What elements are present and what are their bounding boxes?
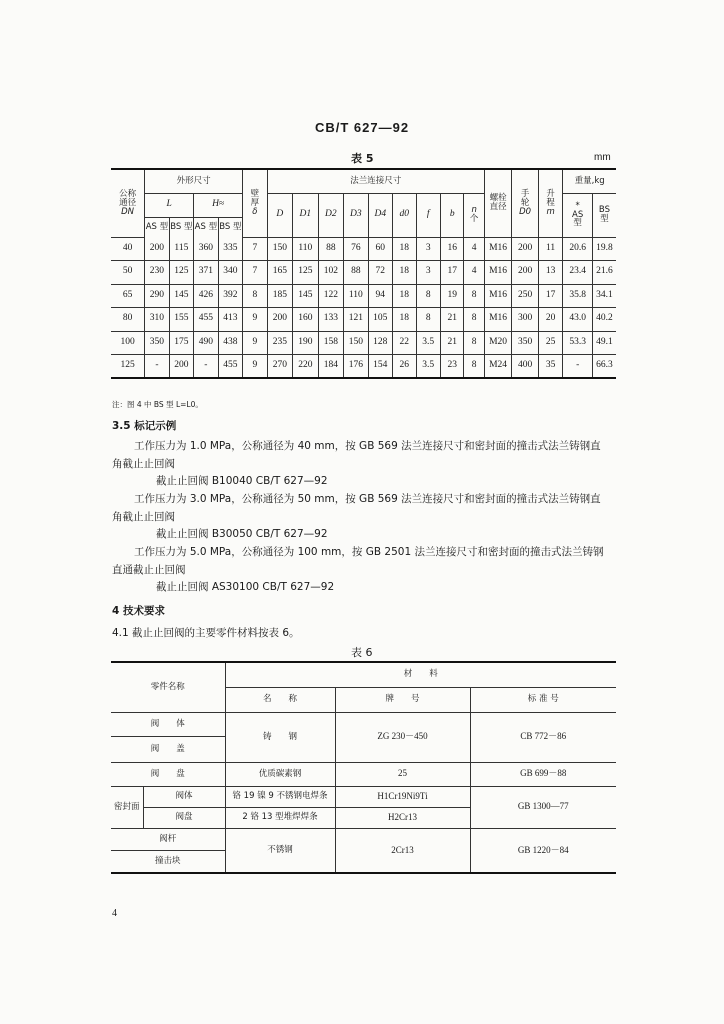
table-cell: 23 — [440, 355, 463, 379]
table-cell: M16 — [484, 261, 512, 285]
table-cell: 35 — [538, 355, 562, 379]
table-cell: 17 — [440, 261, 463, 285]
table-cell: 18 — [393, 237, 416, 261]
t6-header-name: 名 称 — [225, 687, 335, 712]
table-cell: - — [145, 355, 169, 379]
header-wheel-line1: 手 — [520, 188, 530, 199]
table-cell: 102 — [318, 261, 344, 285]
table-cell: 250 — [512, 284, 539, 308]
header-wheel-symbol: D0 — [519, 206, 532, 217]
table-cell: 133 — [318, 308, 344, 332]
table-cell: 40.2 — [592, 308, 616, 332]
table-cell: 455 — [218, 355, 242, 379]
header-lift-line2: 程 — [546, 197, 555, 208]
table-cell: 20 — [538, 308, 562, 332]
table-cell: 155 — [169, 308, 193, 332]
table-cell: 21.6 — [592, 261, 616, 285]
table-cell: 125 — [293, 261, 319, 285]
example1-line2: 角截止止回阀 — [112, 458, 175, 470]
t6-name-surfacing: 2 铬 13 型堆焊焊条 — [225, 807, 335, 828]
header-outline: 外形尺寸 — [145, 169, 243, 193]
header-weight-mark: * — [575, 200, 580, 211]
table-cell: 175 — [169, 331, 193, 355]
table-cell: 60 — [368, 237, 392, 261]
table-cell: 184 — [318, 355, 344, 379]
table5-body — [111, 237, 616, 378]
table-cell: 125 — [111, 355, 145, 379]
table-cell: 413 — [218, 308, 242, 332]
table-cell: M16 — [484, 284, 512, 308]
header-D4: D4 — [368, 193, 392, 237]
table-cell: 34.1 — [592, 284, 616, 308]
table-cell: 40 — [111, 237, 145, 261]
table-cell: 290 — [145, 284, 169, 308]
table-cell: 310 — [145, 308, 169, 332]
t6-grade-zg230: ZG 230－450 — [335, 712, 470, 762]
header-D2: D2 — [318, 193, 344, 237]
table-cell: 270 — [267, 355, 293, 379]
table-cell: 200 — [512, 237, 539, 261]
t6-part-bonnet: 阀 盖 — [111, 736, 225, 762]
table-cell: 80 — [111, 308, 145, 332]
table-cell: 23.4 — [563, 261, 593, 285]
t6-seal-group: 密封面 — [111, 786, 143, 828]
section-4-1-text: 4.1 截止止回阀的主要零件材料按表 6。 — [112, 627, 300, 639]
table-cell: 13 — [538, 261, 562, 285]
table-cell: 17 — [538, 284, 562, 308]
table-cell: 4 — [464, 237, 484, 261]
table-cell: 392 — [218, 284, 242, 308]
table-cell: 200 — [145, 237, 169, 261]
header-H-bs: BS 型 — [218, 217, 242, 237]
table-cell: 176 — [344, 355, 368, 379]
header-D3: D3 — [344, 193, 368, 237]
table-row — [111, 331, 616, 355]
header-weight: 重量,kg — [563, 169, 616, 193]
header-H: H≈ — [194, 193, 243, 217]
table-cell: 19.8 — [592, 237, 616, 261]
standard-code-header: CB/T 627—92 — [314, 120, 410, 135]
header-f: f — [416, 193, 440, 237]
table-cell: 230 — [145, 261, 169, 285]
header-thickness — [243, 169, 267, 237]
header-lift-symbol: m — [546, 206, 555, 217]
table-cell: 3.5 — [416, 331, 440, 355]
table-cell: 50 — [111, 261, 145, 285]
table-cell: 100 — [111, 331, 145, 355]
header-n — [464, 193, 484, 237]
table-cell: 125 — [169, 261, 193, 285]
header-n-unit: 个 — [469, 214, 479, 224]
table5 — [111, 168, 616, 379]
t6-std-gb699: GB 699－88 — [470, 762, 616, 786]
table-row — [111, 284, 616, 308]
t6-part-striker: 撞击块 — [111, 850, 225, 873]
example2-line2: 角截止止回阀 — [112, 511, 175, 523]
table-cell: 3.5 — [416, 355, 440, 379]
table-cell: 21 — [440, 308, 463, 332]
t6-header-material: 材 料 — [225, 662, 616, 687]
t6-header-grade: 牌 号 — [335, 687, 470, 712]
table-cell: 438 — [218, 331, 242, 355]
table-cell: 8 — [464, 308, 484, 332]
table-cell: 122 — [318, 284, 344, 308]
header-bolt-line1: 螺栓 — [489, 193, 507, 204]
table-row — [111, 308, 616, 332]
header-b: b — [440, 193, 463, 237]
table-cell: 200 — [512, 261, 539, 285]
header-bolt-line2: 直径 — [489, 202, 507, 213]
t6-name-electrode: 铬 19 镍 9 不锈钢电焊条 — [225, 786, 335, 807]
header-weight-as — [563, 193, 593, 237]
table-cell: 371 — [194, 261, 218, 285]
table-cell: 220 — [293, 355, 319, 379]
table-cell: 88 — [318, 237, 344, 261]
table-cell: 121 — [344, 308, 368, 332]
table-cell: 3 — [416, 237, 440, 261]
header-flange: 法兰连接尺寸 — [267, 169, 484, 193]
section-4-title: 4 技术要求 — [112, 605, 165, 617]
example1-line1: 工作压力为 1.0 MPa，公称通径为 40 mm，按 GB 569 法兰连接尺寸和密封面的撞击式法兰铸钢直 — [134, 440, 601, 452]
table-cell: 53.3 — [563, 331, 593, 355]
t6-std-cb772: CB 772－86 — [470, 712, 616, 762]
table-cell: 455 — [194, 308, 218, 332]
header-dn-symbol: DN — [121, 206, 135, 217]
t6-grade-h2cr13: H2Cr13 — [335, 807, 470, 828]
table-cell: 88 — [344, 261, 368, 285]
header-bolt — [484, 169, 512, 237]
table-cell: 426 — [194, 284, 218, 308]
header-weight-bs — [592, 193, 616, 237]
table-cell: 76 — [344, 237, 368, 261]
table-cell: 21 — [440, 331, 463, 355]
table-cell: 110 — [293, 237, 319, 261]
table-cell: 18 — [393, 284, 416, 308]
table-cell: 18 — [393, 308, 416, 332]
table-cell: 8 — [464, 355, 484, 379]
table-cell: 360 — [194, 237, 218, 261]
t6-part-disc: 阀 盘 — [111, 762, 225, 786]
header-delta: δ — [252, 206, 258, 217]
table-cell: 8 — [464, 284, 484, 308]
table-cell: 300 — [512, 308, 539, 332]
table-row — [111, 355, 616, 379]
table-cell: 160 — [293, 308, 319, 332]
table-cell: 110 — [344, 284, 368, 308]
table-cell: 25 — [538, 331, 562, 355]
example2-line1: 工作压力为 3.0 MPa，公称通径为 50 mm，按 GB 569 法兰连接尺寸和密封面的撞击式法兰铸钢直 — [134, 493, 601, 505]
header-d0: d0 — [393, 193, 416, 237]
header-L-as: AS 型 — [145, 217, 169, 237]
table-cell: 490 — [194, 331, 218, 355]
example3-line1: 工作压力为 5.0 MPa，公称通径为 100 mm，按 GB 2501 法兰连接尺寸和密封面的撞击式法兰铸钢 — [134, 546, 604, 558]
table-cell: 150 — [344, 331, 368, 355]
table-cell: - — [194, 355, 218, 379]
t6-seal-body: 阀体 — [143, 786, 225, 807]
t6-std-gb1220: GB 1220－84 — [470, 828, 616, 873]
header-wheel — [512, 169, 539, 237]
table6 — [111, 661, 616, 874]
table-cell: 190 — [293, 331, 319, 355]
t6-seal-disc: 阀盘 — [143, 807, 225, 828]
header-thickness-line1: 壁 — [250, 188, 260, 199]
table-row — [111, 237, 616, 261]
header-dn-line1: 公称 — [119, 188, 137, 199]
header-D: D — [267, 193, 293, 237]
header-dn — [111, 169, 145, 237]
header-weight-bs-line1: BS — [598, 205, 610, 216]
table-cell: M16 — [484, 237, 512, 261]
table-cell: M16 — [484, 308, 512, 332]
table-cell: - — [563, 355, 593, 379]
header-D1: D1 — [293, 193, 319, 237]
table-cell: 158 — [318, 331, 344, 355]
table-cell: 115 — [169, 237, 193, 261]
t6-grade-h1cr19ni9ti: H1Cr19Ni9Ti — [335, 786, 470, 807]
table-cell: 9 — [243, 331, 267, 355]
header-thickness-line2: 厚 — [250, 197, 260, 208]
table-cell: 8 — [416, 308, 440, 332]
t6-name-carbon-steel: 优质碳素钢 — [225, 762, 335, 786]
table-cell: 7 — [243, 237, 267, 261]
table-cell: M24 — [484, 355, 512, 379]
table-cell: 128 — [368, 331, 392, 355]
t6-name-stainless: 不锈钢 — [225, 828, 335, 873]
example1-mark: 截止止回阀 B10040 CB/T 627—92 — [156, 475, 328, 487]
header-lift — [538, 169, 562, 237]
header-H-as: AS 型 — [194, 217, 218, 237]
header-wheel-line2: 轮 — [520, 197, 530, 208]
table-cell: 150 — [267, 237, 293, 261]
t6-grade-25: 25 — [335, 762, 470, 786]
table-row — [111, 261, 616, 285]
table-cell: 35.8 — [563, 284, 593, 308]
table-cell: 19 — [440, 284, 463, 308]
table-cell: 200 — [267, 308, 293, 332]
table-cell: 65 — [111, 284, 145, 308]
table-cell: 8 — [416, 284, 440, 308]
table-cell: 3 — [416, 261, 440, 285]
table-cell: 22 — [393, 331, 416, 355]
table-cell: 16 — [440, 237, 463, 261]
table-cell: 350 — [512, 331, 539, 355]
table-cell: 165 — [267, 261, 293, 285]
table-cell: 105 — [368, 308, 392, 332]
table-cell: 7 — [243, 261, 267, 285]
table-cell: 9 — [243, 308, 267, 332]
example3-mark: 截止止回阀 AS30100 CB/T 627—92 — [156, 581, 335, 593]
example2-mark: 截止止回阀 B30050 CB/T 627—92 — [156, 528, 328, 540]
header-lift-line1: 升 — [546, 188, 555, 199]
table-cell: 11 — [538, 237, 562, 261]
page-number: 4 — [112, 908, 117, 919]
table-cell: 145 — [169, 284, 193, 308]
table-cell: 335 — [218, 237, 242, 261]
table-cell: 350 — [145, 331, 169, 355]
header-weight-bs-line2: 型 — [600, 214, 609, 224]
header-weight-as-line1: AS — [572, 209, 584, 220]
table-cell: M20 — [484, 331, 512, 355]
table-cell: 145 — [293, 284, 319, 308]
table-cell: 43.0 — [563, 308, 593, 332]
table6-caption: 表 6 — [351, 646, 373, 659]
t6-part-stem: 阀杆 — [111, 828, 225, 850]
header-weight-as-line2: 型 — [573, 218, 582, 229]
table-cell: 8 — [243, 284, 267, 308]
table5-unit: mm — [594, 152, 611, 163]
table-cell: 400 — [512, 355, 539, 379]
table-cell: 185 — [267, 284, 293, 308]
table-cell: 8 — [464, 331, 484, 355]
example3-line2: 直通截止止回阀 — [112, 564, 186, 576]
header-n-symbol: n — [471, 205, 477, 216]
t6-grade-2cr13: 2Cr13 — [335, 828, 470, 873]
section-3-5-title: 3.5 标记示例 — [112, 420, 177, 432]
table-cell: 20.6 — [563, 237, 593, 261]
table-cell: 49.1 — [592, 331, 616, 355]
table-cell: 26 — [393, 355, 416, 379]
table-cell: 4 — [464, 261, 484, 285]
table5-note: 注：图 4 中 BS 型 L=L0。 — [112, 400, 203, 409]
table-cell: 94 — [368, 284, 392, 308]
header-L-bs: BS 型 — [169, 217, 193, 237]
t6-header-part: 零件名称 — [111, 662, 225, 712]
header-dn-line2: 通径 — [119, 197, 137, 208]
header-L: L — [145, 193, 194, 217]
table-cell: 72 — [368, 261, 392, 285]
t6-name-cast-steel: 铸 钢 — [225, 712, 335, 762]
t6-part-body: 阀 体 — [111, 712, 225, 736]
table-cell: 340 — [218, 261, 242, 285]
table-cell: 235 — [267, 331, 293, 355]
table-cell: 154 — [368, 355, 392, 379]
table-cell: 200 — [169, 355, 193, 379]
t6-std-gb1300: GB 1300—77 — [470, 786, 616, 828]
t6-header-standard: 标 准 号 — [470, 687, 616, 712]
table-cell: 18 — [393, 261, 416, 285]
table-cell: 9 — [243, 355, 267, 379]
table-cell: 66.3 — [592, 355, 616, 379]
table5-caption: 表 5 — [351, 152, 374, 165]
